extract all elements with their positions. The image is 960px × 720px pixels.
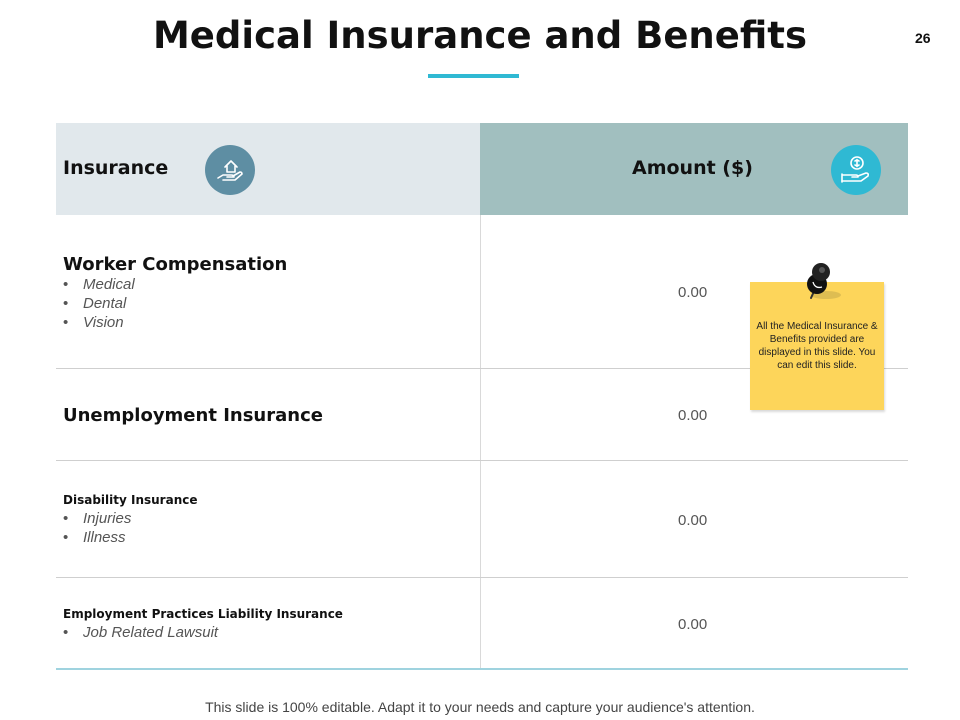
list-item: • Medical <box>63 276 135 293</box>
row-divider <box>56 577 908 578</box>
row-title-unemployment-insurance: Unemployment Insurance <box>63 405 323 426</box>
list-item: • Illness <box>63 529 126 546</box>
header-amount-label: Amount ($) <box>632 157 753 179</box>
hand-house-icon <box>205 145 255 195</box>
title-underline <box>428 74 519 78</box>
sticky-note-text: All the Medical Insurance & Benefits provided are displayed in this slide. You can edit this slide. <box>756 321 878 371</box>
amount-worker-compensation: 0.00 <box>678 284 708 301</box>
push-pin-icon <box>796 260 846 304</box>
row-divider <box>56 460 908 461</box>
table-bottom-border <box>56 668 908 670</box>
amount-unemployment-insurance: 0.00 <box>678 407 708 424</box>
row-title-employment-practices-liability: Employment Practices Liability Insurance <box>63 607 343 621</box>
row-title-worker-compensation: Worker Compensation <box>63 254 288 275</box>
table-header-amount <box>480 123 908 215</box>
row-items-worker-compensation <box>63 275 135 332</box>
amount-employment-practices-liability: 0.00 <box>678 616 708 633</box>
footer-text: This slide is 100% editable. Adapt it to your needs and capture your audience's attention. <box>205 699 755 715</box>
page-number: 26 <box>915 30 931 46</box>
list-item: • Job Related Lawsuit <box>63 624 219 641</box>
table-header-insurance <box>56 123 480 215</box>
list-item: • Vision <box>63 314 124 331</box>
amount-disability-insurance: 0.00 <box>678 512 708 529</box>
row-items-employment-practices-liability <box>63 623 218 642</box>
row-items-disability-insurance <box>63 509 131 547</box>
page-title: Medical Insurance and Benefits <box>152 14 808 57</box>
list-item: • Dental <box>63 295 127 312</box>
list-item: • Injuries <box>63 510 132 527</box>
hand-coin-icon <box>831 145 881 195</box>
column-divider <box>480 215 481 670</box>
row-title-disability-insurance: Disability Insurance <box>63 493 198 507</box>
header-insurance-label: Insurance <box>63 157 169 179</box>
